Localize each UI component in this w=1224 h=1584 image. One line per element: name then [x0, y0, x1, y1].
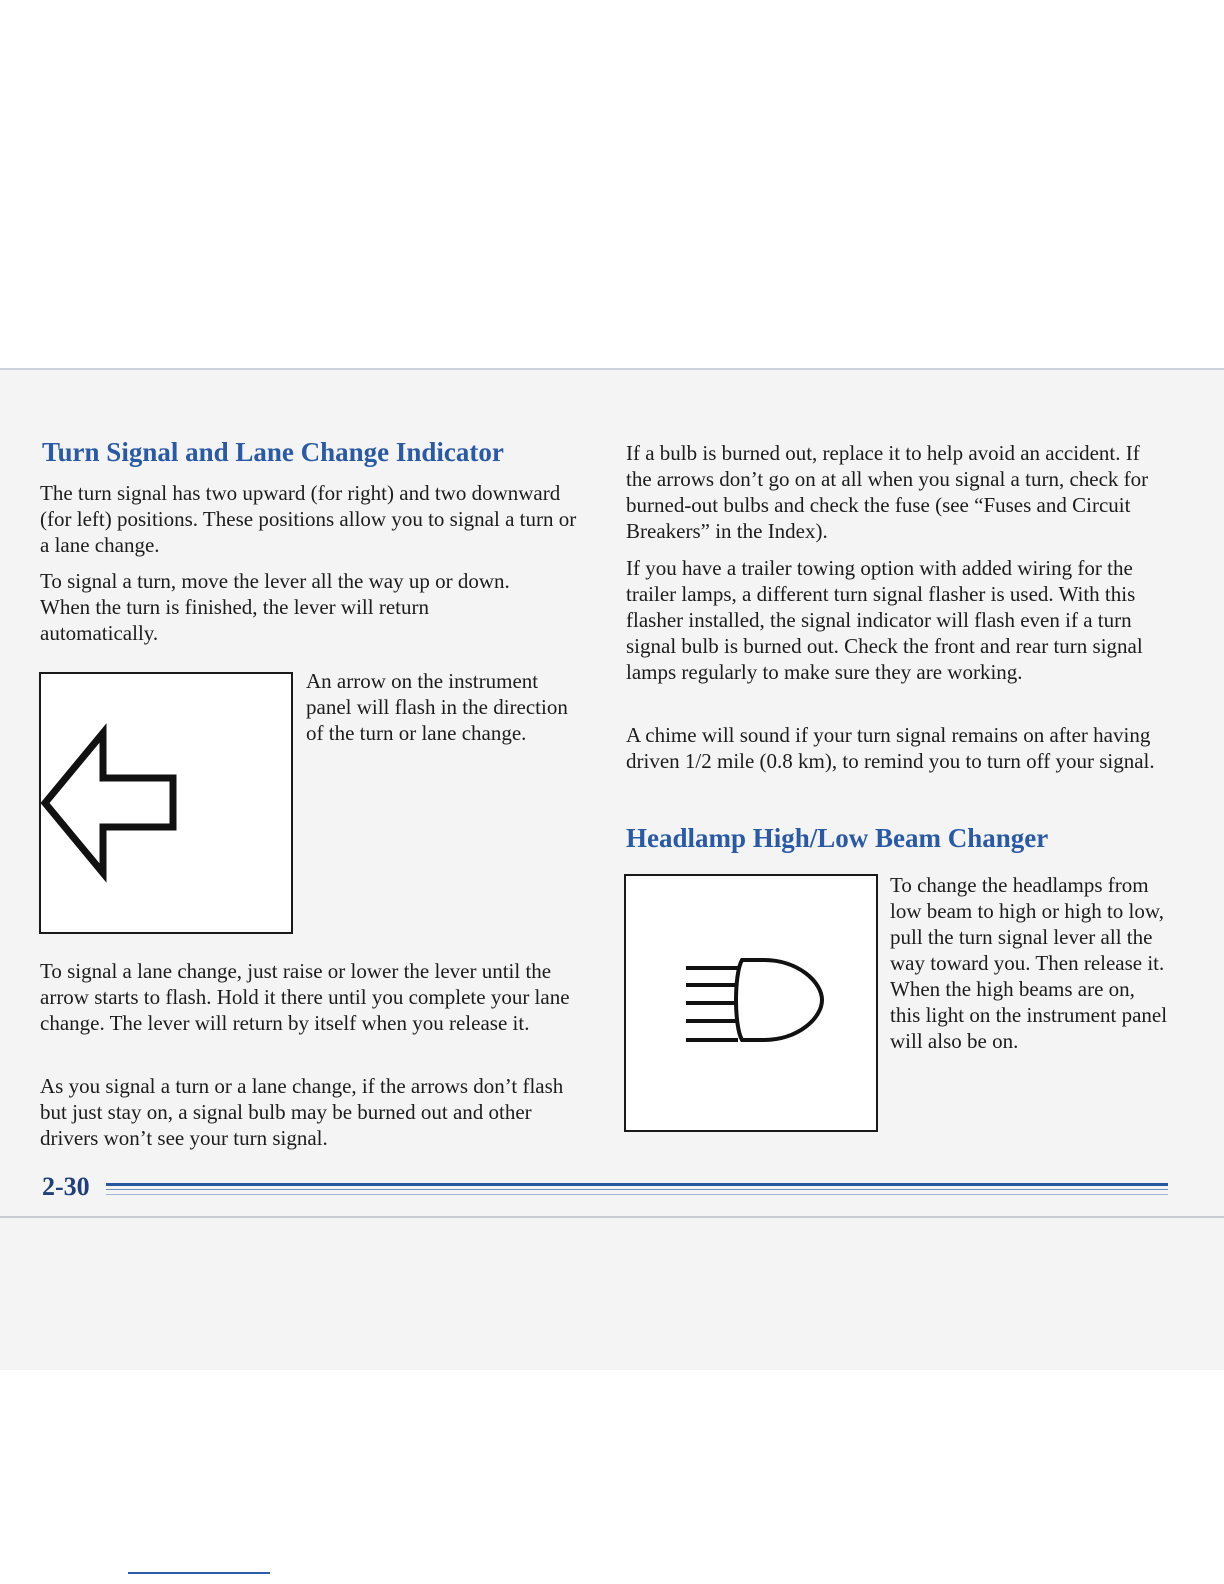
turn-signal-heading: Turn Signal and Lane Change Indicator: [42, 437, 504, 467]
trailer-towing-para: If you have a trailer towing option with added wiring for the trailer lamps, a different turn signal flasher is used. With this flasher installed, the signal indicator will flash even if a turn signal bulb is burned out. Check the front and rear turn signal lamps regularly to make sure they are working.: [626, 556, 1143, 684]
bulb-warning-para: As you signal a turn or a lane change, if the arrows don’t flash but just stay on, a signal bulb may be burned out and other drivers won’t see your turn signal.: [40, 1074, 564, 1150]
page-number: 2-30: [42, 1172, 90, 1201]
turn-arrow-caption: An arrow on the instrument panel will flash in the direction of the turn or lane change.: [306, 669, 568, 745]
headlamp-heading: Headlamp High/Low Beam Changer: [626, 823, 1049, 853]
turn-arrow-figure: [39, 672, 293, 934]
burned-bulb-para: If a bulb is burned out, replace it to help avoid an accident. If the arrows don’t go on at all when you signal a turn, check for burned-out bulbs and check the fuse (see “Fuses and Circuit Breakers” in the Index).: [626, 441, 1149, 543]
band-top-divider: [0, 368, 1224, 370]
band-bottom-divider: [0, 1216, 1224, 1218]
turn-signal-para-1: The turn signal has two upward (for right) and two downward (for left) positions. These positions allow you to signal a turn or a lane change.: [40, 481, 577, 557]
footer-rule-thin: [106, 1189, 1168, 1190]
left-arrow-icon: [41, 674, 291, 932]
footer-rule: [106, 1183, 1168, 1186]
high-beam-caption: To change the headlamps from low beam to high or high to low, pull the turn signal lever all the way toward you. Then release it. When the high beams are on, this light on the instrument panel will also be on.: [890, 873, 1168, 1053]
high-beam-icon: [626, 876, 876, 1130]
bottom-edge-mark: [128, 1572, 270, 1574]
footer-rule-thin: [106, 1194, 1168, 1195]
lane-change-para: To signal a lane change, just raise or lower the lever until the arrow starts to flash. Hold it there until you complete your lane change. The lever will return by itself when you release it.: [40, 959, 570, 1035]
chime-para: A chime will sound if your turn signal remains on after having driven 1/2 mile (0.8 km), to remind you to turn off your signal.: [626, 723, 1155, 773]
high-beam-figure: [624, 874, 878, 1132]
turn-signal-para-2: To signal a turn, move the lever all the way up or down. When the turn is finished, the lever will return automatically.: [40, 569, 510, 645]
